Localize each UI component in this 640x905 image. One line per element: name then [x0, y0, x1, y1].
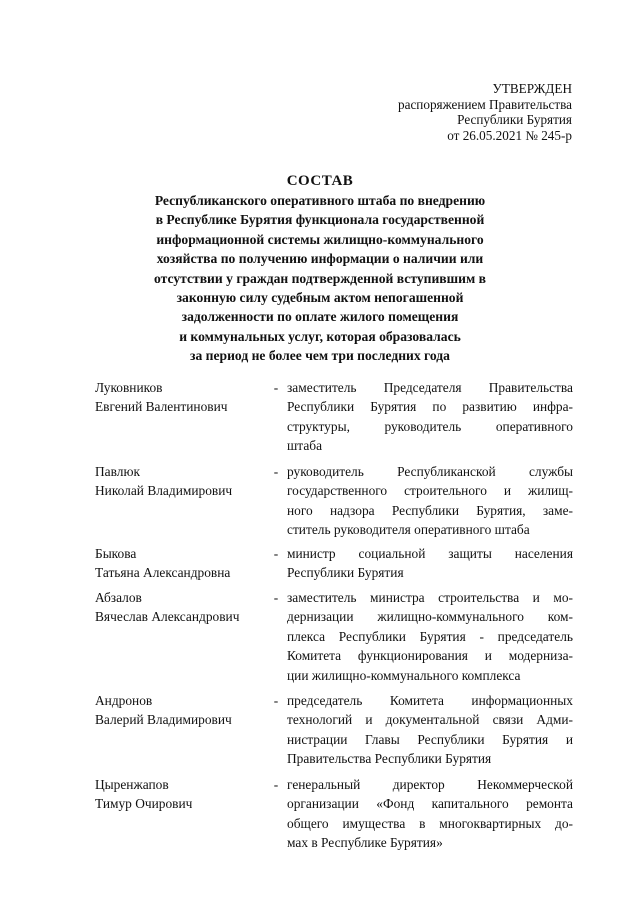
- members-list: [95, 378, 573, 851]
- role-line: Республики Бурятия по развитию инфра-: [287, 399, 573, 415]
- role-line: государственного строительного и жилищ-: [287, 483, 573, 499]
- member-given-names: Татьяна Александровна: [95, 565, 231, 581]
- member-given-names: Валерий Владимирович: [95, 712, 232, 728]
- approval-line-2: распоряжением Правительства: [398, 96, 572, 112]
- role-line: Комитета функционирования и модерниза-: [287, 648, 573, 664]
- member-role: [287, 691, 573, 769]
- member-dash: -: [273, 380, 279, 395]
- role-line: организации «Фонд капитального ремонта: [287, 796, 573, 812]
- member-role: [287, 544, 573, 583]
- role-line: мах в Республике Бурятия»: [287, 835, 443, 851]
- approval-line-1: УТВЕРЖДЕН: [492, 81, 572, 96]
- member-entry: [95, 775, 573, 851]
- role-line: ститель руководителя оперативного штаба: [287, 522, 530, 538]
- role-line: Республики Бурятия: [287, 565, 404, 581]
- role-line: технологий и документальной связи Адми-: [287, 712, 573, 728]
- member-entry: [95, 462, 573, 538]
- member-surname: Андронов: [95, 693, 153, 708]
- member-dash: -: [273, 693, 279, 708]
- role-line: общего имущества в многоквартирных до-: [287, 815, 573, 831]
- title-line: в Республике Бурятия функционала государственной: [155, 212, 485, 228]
- title-line: хозяйства по получению информации о наличии или: [156, 251, 484, 267]
- member-role: [287, 378, 573, 456]
- title-line: информационной системы жилищно-коммунального: [156, 231, 484, 247]
- title-line: за период не более чем три последних года: [190, 348, 450, 364]
- member-name: [95, 588, 270, 627]
- member-given-names: Тимур Очирович: [95, 796, 193, 812]
- member-dash: -: [273, 464, 279, 479]
- title-line: и коммунальных услуг, которая образовалась: [179, 328, 461, 344]
- title-line: законную силу судебным актом непогашенной: [176, 290, 464, 306]
- member-name: [95, 691, 270, 730]
- role-line: дернизации жилищно-коммунального ком-: [287, 609, 573, 625]
- role-line: генеральный директор Некоммерческой: [287, 777, 573, 792]
- member-role: [287, 462, 573, 540]
- role-line: министр социальной защиты населения: [287, 546, 573, 561]
- member-surname: Луковников: [95, 380, 163, 395]
- member-role: [287, 775, 573, 853]
- member-dash: -: [273, 777, 279, 792]
- title-line: Республиканского оперативного штаба по внедрению: [154, 193, 486, 208]
- member-given-names: Евгений Валентинович: [95, 399, 228, 415]
- document-title: [110, 172, 530, 366]
- role-line: председатель Комитета информационных: [287, 693, 573, 708]
- member-dash: -: [273, 546, 279, 561]
- member-name: [95, 544, 270, 583]
- role-line: заместитель министра строительства и мо-: [287, 590, 573, 605]
- role-line: Правительства Республики Бурятия: [287, 751, 492, 767]
- role-line: структуры, руководитель оперативного: [287, 418, 573, 434]
- role-line: плекса Республики Бурятия - председатель: [287, 628, 573, 644]
- member-given-names: Вячеслав Александрович: [95, 609, 240, 625]
- approval-line-3: Республики Бурятия: [457, 112, 572, 128]
- title-line: отсутствии у граждан подтвержденной вступившим в: [154, 270, 486, 286]
- member-surname: Цыренжапов: [95, 777, 169, 792]
- member-name: [95, 775, 270, 814]
- member-name: [95, 378, 270, 417]
- title-line: задолженности по оплате жилого помещения: [181, 309, 459, 325]
- approval-line-4: от 26.05.2021 № 245-р: [447, 127, 572, 143]
- member-dash: -: [273, 590, 279, 605]
- role-line: ции жилищно-коммунального комплекса: [287, 667, 521, 683]
- approval-stamp: [398, 81, 572, 143]
- member-entry: [95, 544, 573, 581]
- member-entry: [95, 378, 573, 454]
- role-line: заместитель Председателя Правительства: [287, 380, 573, 395]
- role-line: нистрации Главы Республики Бурятия и: [287, 731, 573, 747]
- member-entry: [95, 691, 573, 767]
- member-entry: [95, 588, 573, 683]
- title-heading: СОСТАВ: [286, 173, 354, 189]
- member-surname: Павлюк: [95, 464, 140, 479]
- member-surname: Быкова: [95, 546, 137, 561]
- member-surname: Абзалов: [95, 590, 142, 605]
- member-name: [95, 462, 270, 501]
- member-given-names: Николай Владимирович: [95, 483, 233, 499]
- member-role: [287, 588, 573, 685]
- role-line: руководитель Республиканской службы: [287, 464, 573, 479]
- role-line: штаба: [287, 438, 323, 454]
- role-line: ного надзора Республики Бурятия, заме-: [287, 502, 573, 518]
